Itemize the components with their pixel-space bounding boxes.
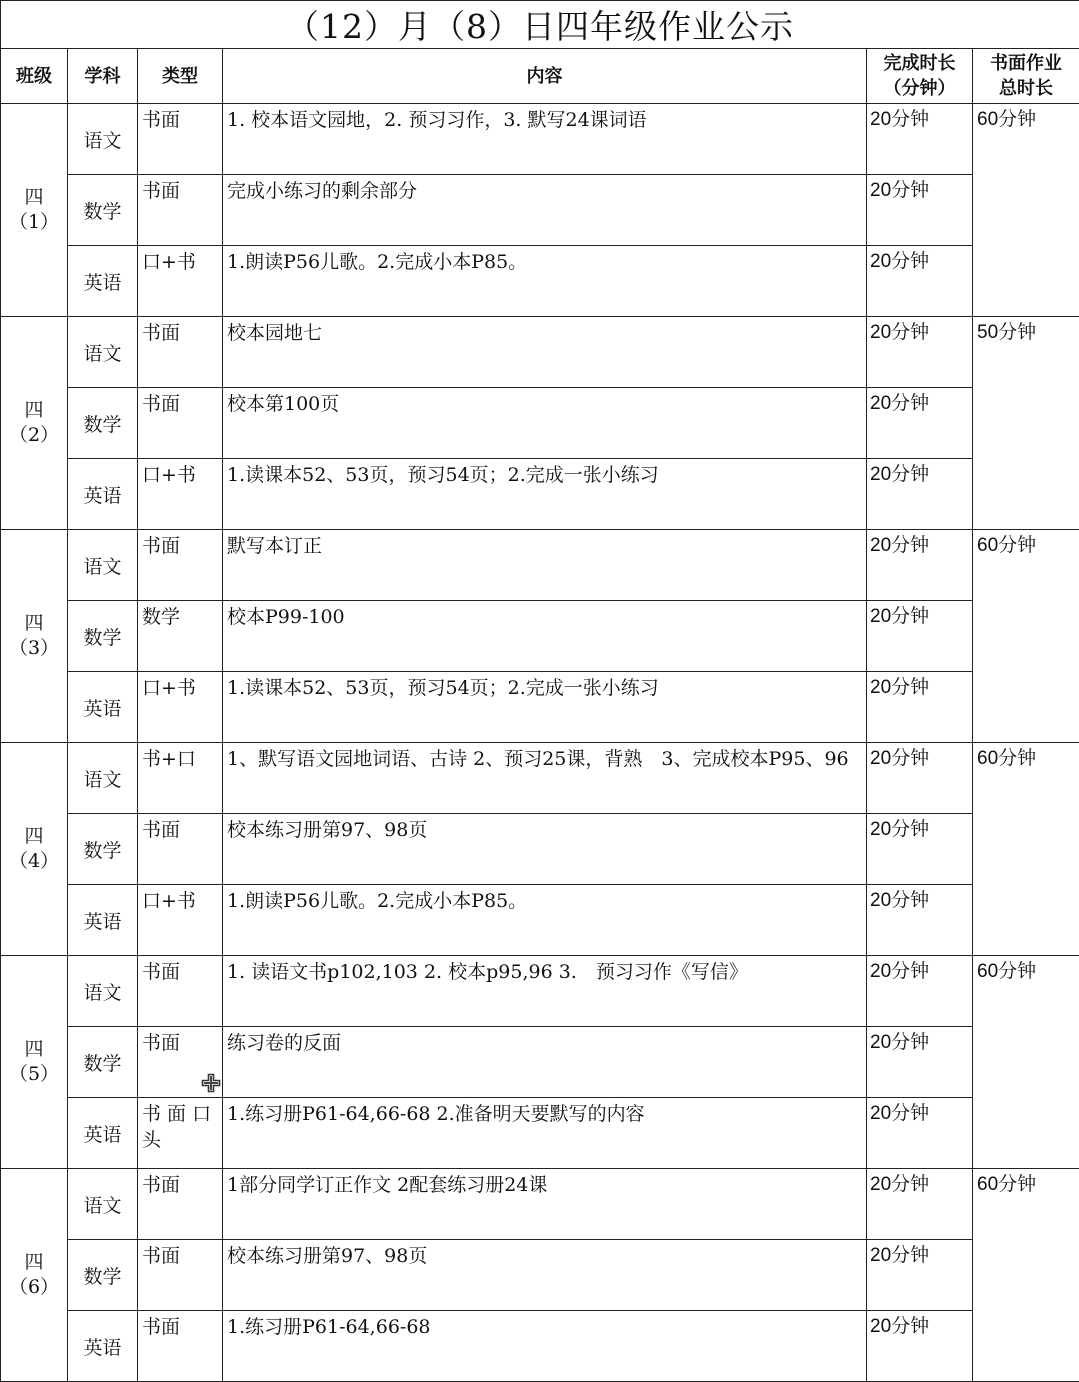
duration-cell: 20分钟	[867, 885, 973, 956]
class-grade: 四	[1, 185, 67, 210]
duration-cell: 20分钟	[867, 104, 973, 175]
type-cell: 书面	[138, 956, 223, 1027]
content-cell: 1. 校本语文园地，2. 预习习作，3. 默写24课词语	[223, 104, 867, 175]
table-row	[1, 459, 1079, 530]
total-cell: 60分钟	[973, 956, 1079, 1169]
type-cell: 书面	[138, 1169, 223, 1240]
header-total-line1: 书面作业	[973, 51, 1079, 76]
subject-cell: 英语	[68, 246, 138, 317]
content-cell: 1.读课本52、53页，预习54页；2.完成一张小练习	[223, 672, 867, 743]
header-duration	[867, 49, 973, 104]
duration-cell: 20分钟	[867, 246, 973, 317]
type-cell: 书面	[138, 1027, 223, 1098]
type-cell: 口+书	[138, 459, 223, 530]
class-grade: 四	[1, 1037, 67, 1062]
class-cell	[1, 104, 68, 317]
duration-cell: 20分钟	[867, 1027, 973, 1098]
content-cell: 1部分同学订正作文 2配套练习册24课	[223, 1169, 867, 1240]
content-cell: 校本练习册第97、98页	[223, 1240, 867, 1311]
class-cell	[1, 530, 68, 743]
content-cell: 校本园地七	[223, 317, 867, 388]
subject-cell: 英语	[68, 1098, 138, 1169]
duration-cell: 20分钟	[867, 530, 973, 601]
content-cell: 校本P99-100	[223, 601, 867, 672]
table-row	[1, 1240, 1079, 1311]
header-content: 内容	[223, 49, 867, 104]
type-cell: 书面	[138, 530, 223, 601]
class-cell	[1, 743, 68, 956]
type-cell: 口+书	[138, 246, 223, 317]
total-cell: 60分钟	[973, 104, 1079, 317]
duration-cell: 20分钟	[867, 743, 973, 814]
move-cursor-icon	[201, 1073, 221, 1093]
header-total-line2: 总时长	[973, 76, 1079, 101]
content-cell: 默写本订正	[223, 530, 867, 601]
subject-cell: 语文	[68, 104, 138, 175]
table-row	[1, 530, 1079, 601]
duration-cell: 20分钟	[867, 459, 973, 530]
header-total	[973, 49, 1079, 104]
content-cell: 1. 读语文书p102,103 2. 校本p95,96 3. 预习习作《写信》	[223, 956, 867, 1027]
subject-cell: 数学	[68, 814, 138, 885]
type-cell: 口+书	[138, 885, 223, 956]
duration-cell: 20分钟	[867, 956, 973, 1027]
header-subject: 学科	[68, 49, 138, 104]
table-row	[1, 388, 1079, 459]
duration-cell: 20分钟	[867, 672, 973, 743]
duration-cell: 20分钟	[867, 1311, 973, 1382]
subject-cell: 数学	[68, 1240, 138, 1311]
subject-cell: 英语	[68, 672, 138, 743]
duration-cell: 20分钟	[867, 1240, 973, 1311]
duration-cell: 20分钟	[867, 388, 973, 459]
table-row	[1, 104, 1079, 175]
table-row	[1, 175, 1079, 246]
table-row	[1, 743, 1079, 814]
subject-cell: 英语	[68, 1311, 138, 1382]
type-cell: 书 面 口头	[138, 1098, 223, 1169]
total-cell: 60分钟	[973, 743, 1079, 956]
type-cell: 书面	[138, 1240, 223, 1311]
table-row	[1, 814, 1079, 885]
table-body	[1, 104, 1079, 1382]
duration-cell: 20分钟	[867, 175, 973, 246]
content-cell: 1.练习册P61-64,66-68 2.准备明天要默写的内容	[223, 1098, 867, 1169]
duration-cell: 20分钟	[867, 1098, 973, 1169]
content-cell: 练习卷的反面	[223, 1027, 867, 1098]
table-row	[1, 246, 1079, 317]
content-cell: 校本练习册第97、98页	[223, 814, 867, 885]
type-cell: 数学	[138, 601, 223, 672]
table-row	[1, 1169, 1079, 1240]
content-cell: 1.读课本52、53页，预习54页；2.完成一张小练习	[223, 459, 867, 530]
subject-cell: 数学	[68, 601, 138, 672]
class-grade: 四	[1, 1250, 67, 1275]
class-grade: 四	[1, 824, 67, 849]
content-cell: 1.练习册P61-64,66-68	[223, 1311, 867, 1382]
header-type: 类型	[138, 49, 223, 104]
content-cell: 1、默写语文园地词语、古诗 2、预习25课，背熟 3、完成校本P95、96	[223, 743, 867, 814]
subject-cell: 语文	[68, 317, 138, 388]
total-cell: 50分钟	[973, 317, 1079, 530]
content-cell: 1.朗读P56儿歌。2.完成小本P85。	[223, 885, 867, 956]
type-cell: 书面	[138, 814, 223, 885]
table-row	[1, 317, 1079, 388]
type-cell: 书面	[138, 317, 223, 388]
table-row	[1, 1098, 1079, 1169]
table-row	[1, 956, 1079, 1027]
subject-cell: 数学	[68, 388, 138, 459]
class-cell	[1, 1169, 68, 1382]
class-grade: 四	[1, 398, 67, 423]
class-number: （3）	[1, 636, 67, 661]
table-row	[1, 885, 1079, 956]
subject-cell: 数学	[68, 175, 138, 246]
content-cell: 1.朗读P56儿歌。2.完成小本P85。	[223, 246, 867, 317]
type-cell: 书面	[138, 1311, 223, 1382]
duration-cell: 20分钟	[867, 601, 973, 672]
total-cell: 60分钟	[973, 1169, 1079, 1382]
header-duration-line2: （分钟）	[867, 76, 972, 101]
content-cell: 校本第100页	[223, 388, 867, 459]
type-cell: 口+书	[138, 672, 223, 743]
table-row	[1, 1027, 1079, 1098]
type-cell: 书面	[138, 104, 223, 175]
class-cell	[1, 956, 68, 1169]
duration-cell: 20分钟	[867, 1169, 973, 1240]
subject-cell: 语文	[68, 530, 138, 601]
content-cell: 完成小练习的剩余部分	[223, 175, 867, 246]
page-title: （12）月（8）日四年级作业公示	[1, 1, 1079, 49]
type-cell: 书面	[138, 175, 223, 246]
class-number: （4）	[1, 849, 67, 874]
table-row	[1, 601, 1079, 672]
table-row	[1, 1311, 1079, 1382]
subject-cell: 数学	[68, 1027, 138, 1098]
header-class: 班级	[1, 49, 68, 104]
subject-cell: 语文	[68, 1169, 138, 1240]
duration-cell: 20分钟	[867, 814, 973, 885]
type-cell: 书+口	[138, 743, 223, 814]
table-row	[1, 672, 1079, 743]
total-cell: 60分钟	[973, 530, 1079, 743]
subject-cell: 语文	[68, 956, 138, 1027]
class-number: （1）	[1, 210, 67, 235]
type-cell: 书面	[138, 388, 223, 459]
class-number: （2）	[1, 423, 67, 448]
class-number: （5）	[1, 1062, 67, 1087]
subject-cell: 英语	[68, 459, 138, 530]
subject-cell: 语文	[68, 743, 138, 814]
duration-cell: 20分钟	[867, 317, 973, 388]
subject-cell: 英语	[68, 885, 138, 956]
class-number: （6）	[1, 1275, 67, 1300]
class-cell	[1, 317, 68, 530]
header-duration-line1: 完成时长	[867, 51, 972, 76]
class-grade: 四	[1, 611, 67, 636]
